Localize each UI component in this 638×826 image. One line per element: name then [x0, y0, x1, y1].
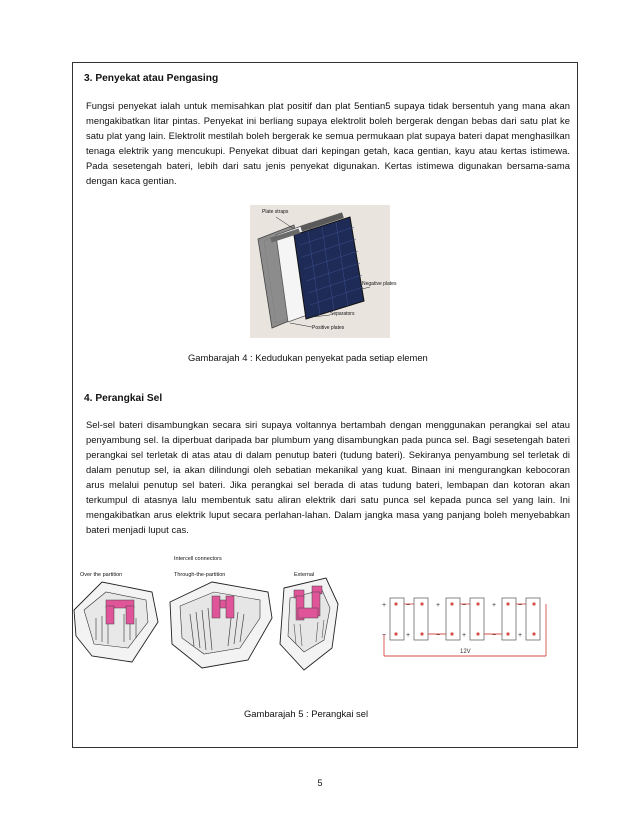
terminal-minus: −: [406, 602, 411, 609]
label-intercell: Intercell connectors: [174, 556, 222, 562]
figure-5-caption: Gambarajah 5 : Perangkai sel: [244, 708, 369, 719]
label-negative-plates: Negative plates: [362, 281, 397, 287]
section-3-paragraph: Fungsi penyekat ialah untuk memisahkan plat positif dan plat 5entian5 supaya tidak bersentuh yang mana akan mengakibatkan litar pintas. Penyekat ini berliang supaya elektrolit boleh bergerak dengan bebas dari satu plat ke satu plat yang lain. Elektrolit mestilah boleh bergerak ke semua permukaan plat supaya bateri dapat menghasilkan tenaga elektrik yang mencukupi. Penyekat dibuat dari kepingan getah, kaca gentian, kayu atau kertas istimewa. Pada sesetengah bateri, lebih dari satu jenis penyekat digunakan. Kertas istimewa digunakan bersama-sama dengan kaca gentian.: [86, 100, 570, 186]
section-3-heading: 3. Penyekat atau Pengasing: [84, 73, 219, 84]
label-separators: Separators: [330, 311, 355, 317]
terminal-minus: −: [492, 632, 497, 639]
through-partition-illustration: [170, 582, 272, 668]
external-connector-illustration: [280, 578, 338, 670]
terminal-minus: −: [518, 602, 523, 609]
terminal-plus: +: [518, 632, 523, 639]
terminal-plus: +: [382, 602, 387, 609]
series-wiring-diagram: [382, 598, 546, 656]
label-plate-straps: Plate straps: [262, 209, 289, 215]
cell-connector-illustration: [72, 552, 578, 692]
separator-figure: [250, 205, 397, 338]
page-number: 5: [317, 778, 323, 788]
over-partition-illustration: [74, 582, 158, 662]
figure-4-caption: Gambarajah 4 : Kedudukan penyekat pada setiap elemen: [188, 352, 428, 363]
terminal-plus: +: [462, 632, 467, 639]
voltage-label: 12V: [460, 649, 471, 655]
terminal-plus: +: [436, 602, 441, 609]
terminal-minus: −: [436, 632, 441, 639]
section-4-paragraph: Sel-sel bateri disambungkan secara siri supaya voltannya bertambah dengan menggunakan perangkai sel atau penyambung sel. Ia diperbuat daripada bar plumbum yang disambungkan pada punca sel. Bagi sesetengah bateri perangkai sel terletak di atas atau di dalam penutup bateri (tudung bateri). Sekiranya penyambung sel terletak di dalam penutup sel, ia akan dilindungi oleh sebatian mekanikal yang kuat. Binaan ini mengurangkan kebocoran arus melalui penutup sel bateri. Jika perangkai sel berada di atas tudung bateri, lembapan dan kotoran akan terkumpul di atasnya lalu membentuk satu aliran elektrik dari satu punca sel kepada punca sel yang lain. Ini mengakibatkan arus elektrik luput secara perlahan-lahan. Dalam jangka masa yang panjang boleh menyebabkan bateri menjadi luput cas.: [86, 419, 570, 535]
battery-element-illustration: [250, 205, 397, 338]
label-through-partition: Through-the-partition: [174, 572, 226, 578]
section-4-heading: 4. Perangkai Sel: [84, 393, 163, 404]
terminal-plus: +: [406, 632, 411, 639]
terminal-minus: −: [462, 602, 467, 609]
terminal-minus: −: [382, 632, 387, 639]
terminal-plus: +: [492, 602, 497, 609]
cell-connector-figure: [72, 552, 578, 692]
label-positive-plates: Positive plates: [312, 325, 345, 331]
label-external: External: [294, 572, 315, 578]
label-over-partition: Over the partition: [80, 572, 123, 578]
